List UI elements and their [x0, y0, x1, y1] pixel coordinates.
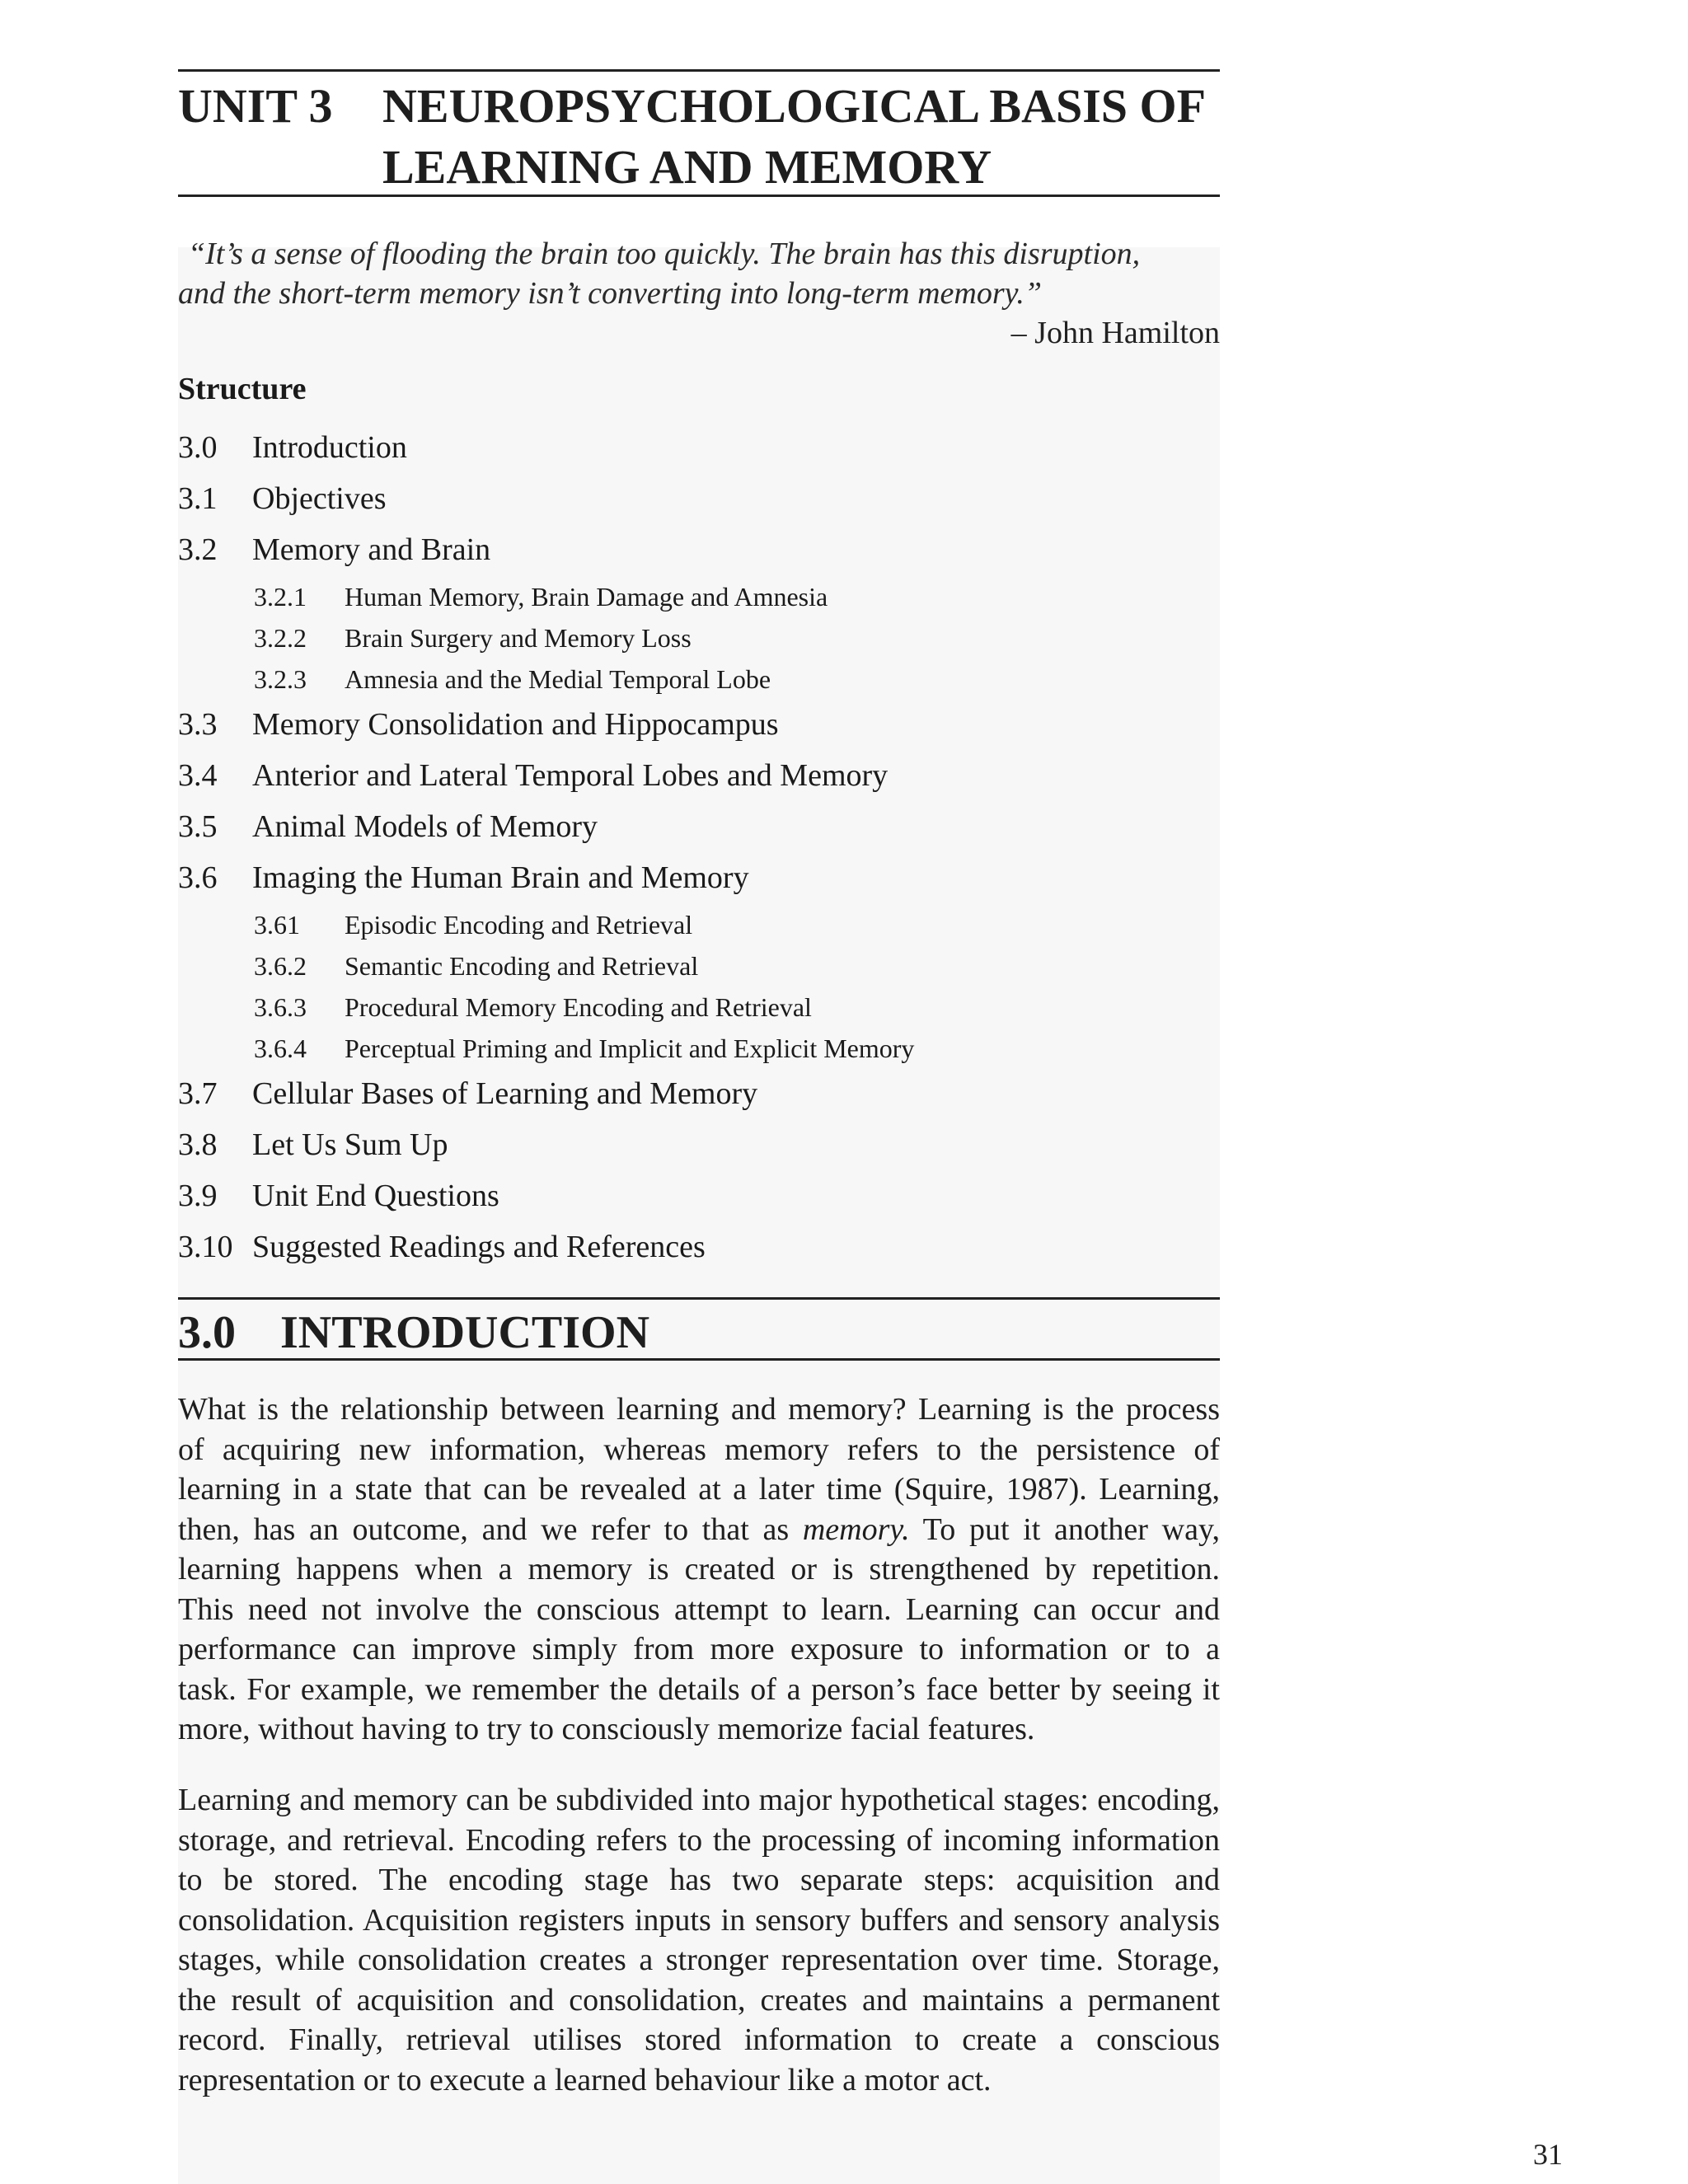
line-text: To put it another way,: [909, 1511, 1220, 1547]
toc-number: 3.0: [178, 430, 218, 465]
toc-number: 3.8: [178, 1127, 218, 1162]
toc-title: Perceptual Priming and Implicit and Explicit Memory: [345, 1033, 915, 1063]
title-top-rule: [178, 69, 1220, 72]
toc-title: Let Us Sum Up: [252, 1127, 448, 1162]
toc-title: Unit End Questions: [252, 1179, 499, 1213]
quote-line-2: and the short-term memory isn’t converting into long-term memory.”: [178, 276, 1043, 311]
paragraph-line: storage, and retrieval. Encoding refers to the processing of incoming information: [178, 1822, 1220, 1858]
toc-number: 3.6.3: [254, 992, 307, 1022]
toc-number: 3.6.2: [254, 951, 307, 981]
toc-number: 3.2.3: [254, 664, 307, 694]
page-number: 31: [1533, 2138, 1563, 2171]
structure-heading: Structure: [178, 372, 307, 406]
toc-number: 3.6: [178, 860, 218, 895]
epigraph-quote: [178, 234, 1220, 313]
toc-number: 3.2: [178, 532, 218, 567]
toc-title: Anterior and Lateral Temporal Lobes and Memory: [252, 758, 889, 793]
section-title: INTRODUCTION: [280, 1307, 650, 1358]
toc-title: Objectives: [252, 481, 387, 516]
toc-number: 3.9: [178, 1179, 218, 1213]
toc-number: 3.1: [178, 481, 218, 516]
toc-title: Animal Models of Memory: [252, 809, 598, 844]
paragraph-line: to be stored. The encoding stage has two separate steps: acquisition and: [178, 1863, 1220, 1897]
toc-number: 3.2.2: [254, 623, 307, 653]
toc-title: Cellular Bases of Learning and Memory: [252, 1076, 758, 1111]
paragraph-line: the result of acquisition and consolidation, creates and maintains a permanent: [178, 1982, 1220, 2018]
paragraph-line: What is the relationship between learning and memory? Learning is the process: [178, 1392, 1220, 1427]
paragraph-line: [178, 1510, 1220, 1550]
section-bottom-rule: [178, 1358, 1220, 1361]
toc-number: 3.10: [178, 1230, 233, 1264]
toc-title: Memory and Brain: [252, 532, 491, 567]
section-top-rule: [178, 1297, 1220, 1300]
toc-title: Human Memory, Brain Damage and Amnesia: [345, 582, 828, 612]
quote-line-1: “It’s a sense of flooding the brain too quickly. The brain has this disruption,: [188, 237, 1141, 271]
toc-number: 3.5: [178, 809, 218, 844]
paragraph-line: This need not involve the conscious attempt to learn. Learning can occur and: [178, 1591, 1220, 1627]
toc-title: Procedural Memory Encoding and Retrieval: [345, 992, 812, 1022]
toc-title: Amnesia and the Medial Temporal Lobe: [345, 664, 771, 694]
toc-title: Imaging the Human Brain and Memory: [252, 860, 749, 895]
toc-number: 3.7: [178, 1076, 218, 1111]
paragraph-line: learning happens when a memory is created or is strengthened by repetition.: [178, 1552, 1220, 1586]
paragraph-line: performance can improve simply from more exposure to information or to a: [178, 1632, 1220, 1666]
paragraph-line: Learning and memory can be subdivided into major hypothetical stages: encoding,: [178, 1783, 1220, 1817]
quote-author: – John Hamilton: [1010, 316, 1220, 350]
toc-title: Semantic Encoding and Retrieval: [345, 951, 699, 981]
paragraph-line: stages, while consolidation creates a stronger representation over time. Storage,: [178, 1943, 1220, 1977]
toc-number: 3.4: [178, 758, 218, 793]
toc-number: 3.3: [178, 707, 218, 742]
paragraph-line: consolidation. Acquisition registers inputs in sensory buffers and sensory analysis: [178, 1902, 1220, 1938]
unit-heading-line-2: LEARNING AND MEMORY: [382, 140, 992, 194]
toc-number: 3.2.1: [254, 582, 307, 612]
toc-number: 3.6.4: [254, 1033, 307, 1063]
toc-title: Brain Surgery and Memory Loss: [345, 623, 692, 653]
paragraph-line: of acquiring new information, whereas memory refers to the persistence of: [178, 1432, 1220, 1467]
unit-label: UNIT 3: [178, 79, 333, 133]
toc-number: 3.61: [254, 910, 300, 940]
paragraph-line: representation or to execute a learned behaviour like a motor act.: [178, 2062, 992, 2097]
unit-heading: [382, 76, 1223, 198]
paragraph-line: task. For example, we remember the details of a person’s face better by seeing it: [178, 1671, 1220, 1707]
paragraph-line: learning in a state that can be revealed at a later time (Squire, 1987). Learning,: [178, 1472, 1220, 1507]
section-number: 3.0: [178, 1307, 236, 1358]
paragraph-line: record. Finally, retrieval utilises stored information to create a conscious: [178, 2022, 1220, 2057]
unit-heading-line-1: NEUROPSYCHOLOGICAL BASIS OF: [382, 79, 1207, 133]
toc-title: Introduction: [252, 430, 407, 465]
toc-title: Episodic Encoding and Retrieval: [345, 910, 693, 940]
paragraph-line: more, without having to try to consciously memorize facial features.: [178, 1712, 1035, 1746]
intro-paragraph-2: [178, 1780, 1220, 2100]
title-bottom-rule: [178, 194, 1220, 197]
line-text: then, has an outcome, and we refer to that as: [178, 1511, 803, 1547]
emphasis-memory: memory.: [802, 1511, 910, 1547]
toc-title: Memory Consolidation and Hippocampus: [252, 707, 779, 742]
toc-title: Suggested Readings and References: [252, 1230, 706, 1264]
intro-paragraph-1: [178, 1390, 1220, 1750]
